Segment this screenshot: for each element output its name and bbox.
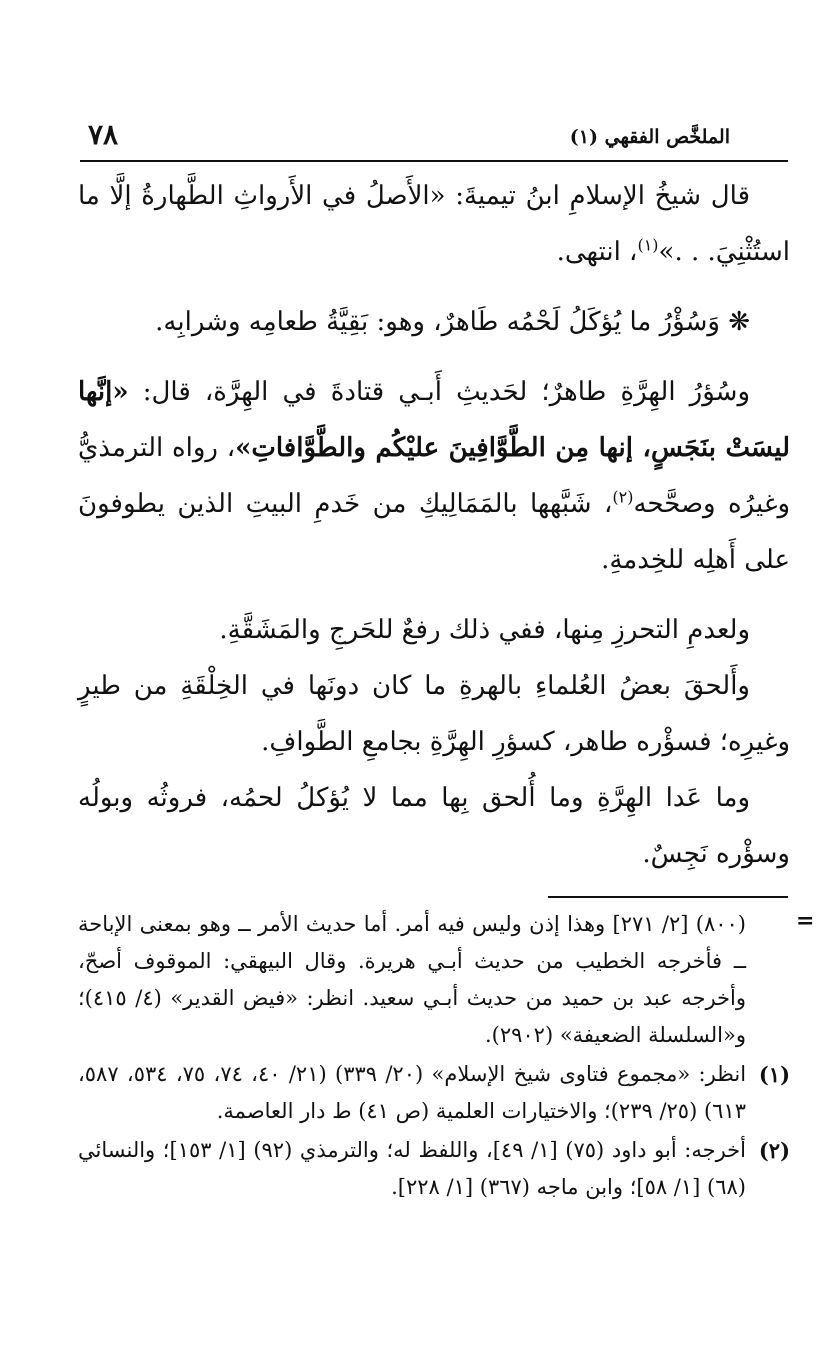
paragraph-hardship — [78, 602, 790, 658]
header-rule — [80, 160, 788, 162]
footnote-number-blank — [746, 906, 790, 1054]
paragraph-text: وما عَدا الهِرَّةِ وما أُلحق بِها مما لا يُؤكلُ لحمُه، فروثُه وبولُه وسؤْره نَجِسٌ. — [78, 783, 790, 869]
paragraph-tail: ، انتهى. — [556, 237, 638, 267]
paragraph-text: قال شيخُ الإسلامِ ابنُ تيميةَ: «الأَصلُ في الأَرواثِ الطَّهارةُ إلَّا ما استُثْنِيَ. . .» — [78, 181, 790, 267]
footnotes — [78, 906, 790, 1208]
paragraph-text: ❋ وَسُؤْرُ ما يُؤكَلُ لَحْمُه طَاهرٌ، وهو: بَقِيَّةُ طعامِه وشرابِه. — [155, 307, 750, 337]
paragraph-tail: ، شَبَّهها بالمَمَالِيكِ من خَدمِ البيتِ الذين يطوفونَ على أَهلِه للخِدمةِ. — [78, 489, 790, 575]
body-text — [78, 168, 790, 882]
paragraph-intro: وسُؤرُ الهِرَّةِ طاهرٌ؛ لحَديثِ أَبـي قتادةَ في الهِرَّة، قال: — [142, 377, 751, 407]
footnote-text: أخرجه: أبو داود (٧٥) [١/ ٤٩]، واللفظ له؛ والترمذي (٩٢) [١/ ١٥٣]؛ والنسائي (٦٨) [١/ ٥٨]؛ وابن ماجه (٣٦٧) [١/ ٢٢٨]. — [78, 1138, 746, 1199]
footnote-number: (١) — [758, 1062, 790, 1087]
paragraph-ibn-taymiyyah-quote — [78, 168, 790, 280]
footnote-continued — [78, 906, 790, 1054]
running-title: الملخَّص الفقهي (١) — [569, 126, 730, 148]
footnote-ref-1: (١) — [637, 235, 659, 255]
footnote-2 — [78, 1132, 790, 1206]
continuation-mark: = — [796, 908, 815, 934]
footnote-text: انظر: «مجموع فتاوى شيخ الإسلام» (٢٠/ ٣٣٩) (٢١/ ٤٠، ٧٤، ٧٥، ٥٣٤، ٥٨٧، ٦١٣) (٢٥/ ٢٣٩)؛ والاختيارات العلمية (ص ٤١) ط دار العاصمة. — [78, 1062, 747, 1123]
paragraph-edible-leftover — [78, 294, 790, 350]
paragraph-text: ولعدمِ التحرزِ مِنها، ففي ذلك رفعٌ للحَرجِ والمَشَقَّةِ. — [219, 615, 750, 645]
page-number: ٧٨ — [88, 118, 119, 151]
paragraph-non-edible — [78, 770, 790, 882]
paragraph-after: ، رواه الترمذيُّ وغيرُه وصحَّحه — [78, 433, 791, 519]
paragraph-text: وأَلحقَ بعضُ العُلماءِ بالهرةِ ما كان دونَها في الخِلْقَةِ من طيرٍ وغيرِه؛ فسؤْره طاهر، كسؤرِ الهِرَّةِ بجامعِ الطَّوافِ. — [78, 671, 790, 757]
paragraph-attached-animals — [78, 658, 790, 770]
footnote-separator — [548, 896, 788, 898]
footnote-text: (٨٠٠) [٢/ ٢٧١] وهذا إذن وليس فيه أمر. أما حديث الأمر ــ وهو بمعنى الإباحة ــ فأخرجه الخطيب من حديث أبـي هريرة. وقال البيهقي: الموقوف أصحّ، وأخرجه عبد بن حميد من حديث أبـي سعيد. انظر: «فيض القدير» (٤/ ٤١٥)؛ و«السلسلة الضعيفة» (٢٩٠٢). — [78, 912, 746, 1047]
footnote-ref-2: (٢) — [612, 487, 634, 507]
footnote-1 — [78, 1056, 790, 1130]
hadith-quote: «إنَّها ليسَتْ بنَجَسٍ، إنها مِن الطَّوَّافِينَ عليْكُم والطَّوَّافاتِ» — [78, 377, 790, 463]
footnote-number: (٢) — [758, 1138, 790, 1163]
paragraph-cat-leftover — [78, 364, 790, 588]
